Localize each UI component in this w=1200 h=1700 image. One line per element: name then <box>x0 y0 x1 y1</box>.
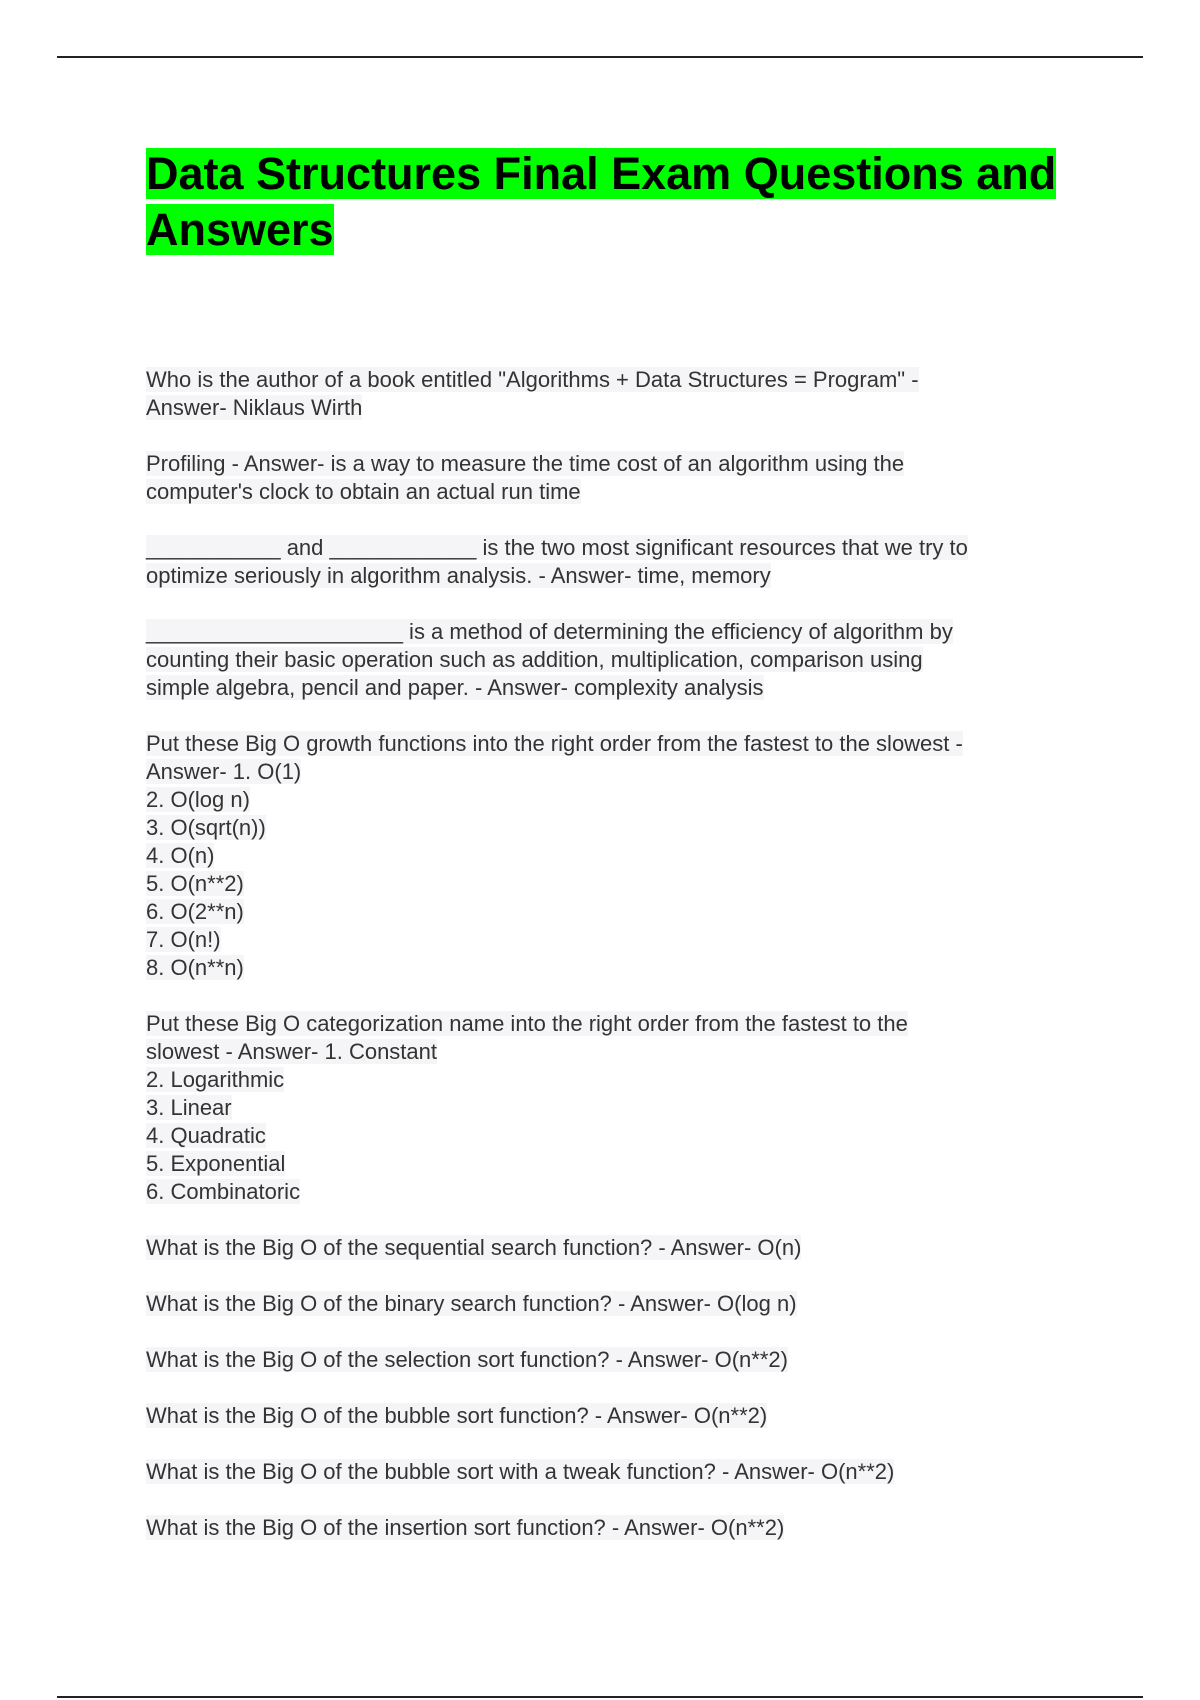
qa-text: _____________________ is a method of determining the efficiency of algorithm by counting their basic operation such as addition, multiplication, comparison using simple algebra, pencil and paper. - Answer- complexity analysis <box>146 619 953 700</box>
qa-text: Profiling - Answer- is a way to measure the time cost of an algorithm using the computer's clock to obtain an actual run time <box>146 451 905 504</box>
qa-item-5 <box>146 730 1066 982</box>
qa-item-10 <box>146 1402 1066 1430</box>
qa-item-4 <box>146 618 1066 702</box>
qa-text: ___________ and ____________ is the two most significant resources that we try to optimize seriously in algorithm analysis. - Answer- time, memory <box>146 535 968 588</box>
qa-text: What is the Big O of the bubble sort function? - Answer- O(n**2) <box>146 1403 768 1428</box>
qa-item-1 <box>146 366 1066 422</box>
document-body <box>146 146 1066 1570</box>
document-title <box>146 146 1066 258</box>
qa-item-8 <box>146 1290 1066 1318</box>
qa-text: What is the Big O of the sequential search function? - Answer- O(n) <box>146 1235 802 1260</box>
qa-item-12 <box>146 1514 1066 1542</box>
qa-text: Put these Big O growth functions into the right order from the fastest to the slowest - Answer- 1. O(1) 2. O(log n) 3. O(sqrt(n)) 4. O(n) 5. O(n**2) 6. O(2**n) 7. O(n!) 8. O(n**n) <box>146 731 963 980</box>
qa-item-7 <box>146 1234 1066 1262</box>
qa-text: Who is the author of a book entitled "Algorithms + Data Structures = Program" - Answer- Niklaus Wirth <box>146 367 919 420</box>
qa-text: What is the Big O of the binary search function? - Answer- O(log n) <box>146 1291 797 1316</box>
bottom-rule <box>57 1696 1143 1698</box>
document-title-text: Data Structures Final Exam Questions and Answers <box>146 148 1057 255</box>
qa-item-6 <box>146 1010 1066 1206</box>
qa-item-3 <box>146 534 1066 590</box>
qa-text: What is the Big O of the selection sort function? - Answer- O(n**2) <box>146 1347 788 1372</box>
top-rule <box>57 56 1143 58</box>
qa-item-11 <box>146 1458 1066 1486</box>
qa-item-9 <box>146 1346 1066 1374</box>
qa-text: Put these Big O categorization name into the right order from the fastest to the slowest - Answer- 1. Constant 2. Logarithmic 3. Linear 4. Quadratic 5. Exponential 6. Combinatoric <box>146 1011 908 1204</box>
qa-item-2 <box>146 450 1066 506</box>
qa-text: What is the Big O of the insertion sort function? - Answer- O(n**2) <box>146 1515 785 1540</box>
qa-list <box>146 366 1066 1542</box>
qa-text: What is the Big O of the bubble sort with a tweak function? - Answer- O(n**2) <box>146 1459 895 1484</box>
